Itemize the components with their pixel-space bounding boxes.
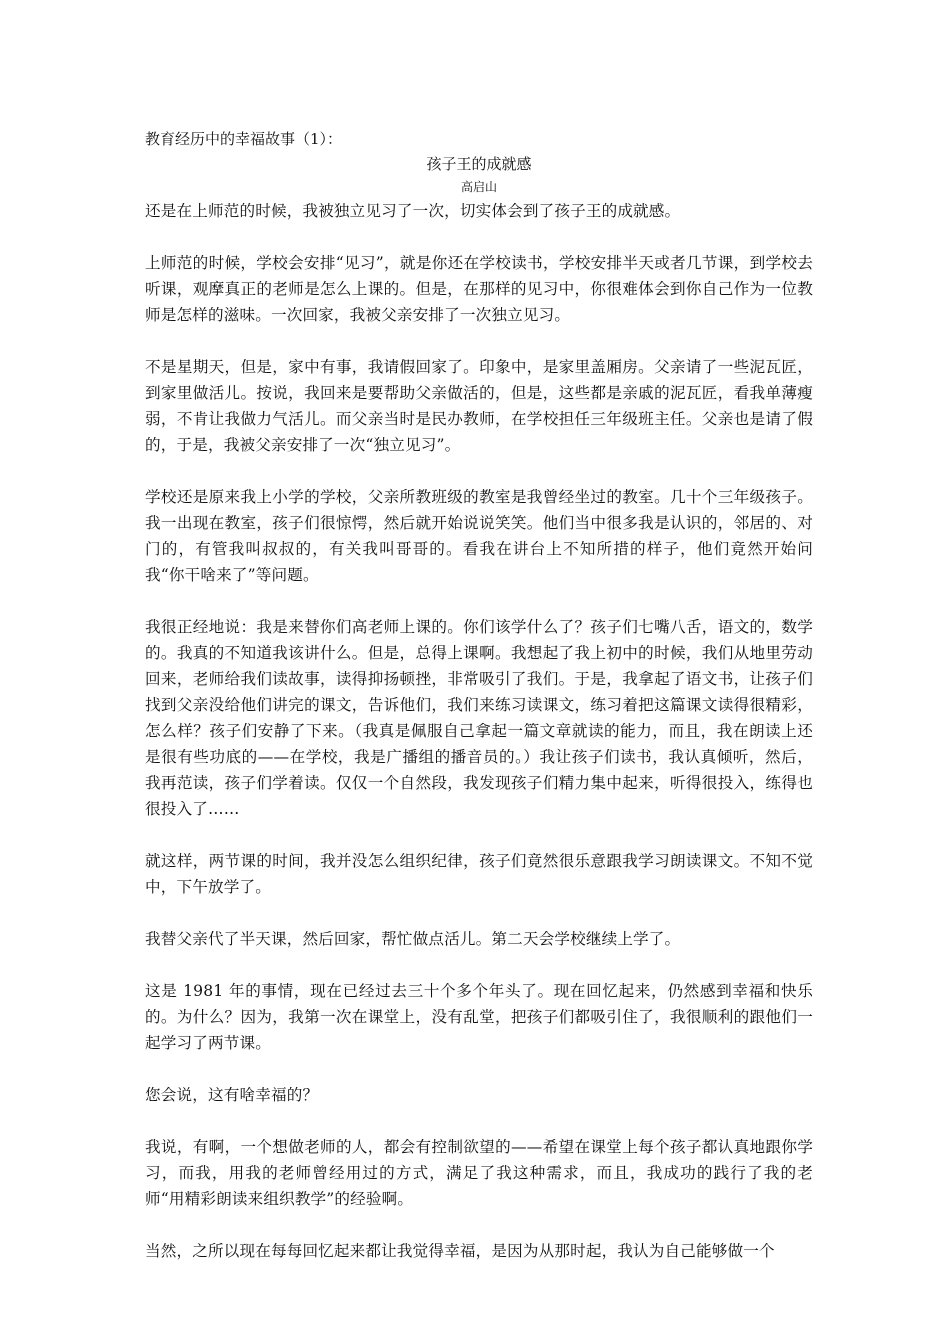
author-name: 高启山 (460, 180, 497, 194)
paragraph-11: 当然，之所以现在每每回忆起来都让我觉得幸福，是因为从那时起，我认为自己能够做一个 (145, 1242, 775, 1260)
paragraph-7: 我替父亲代了半天课，然后回家，帮忙做点活儿。第二天会学校继续上学了。 (145, 930, 681, 948)
article-title: 孩子王的成就感 (426, 155, 532, 173)
paragraph-2: 上师范的时候，学校会安排“见习”，就是你还在学校读书，学校安排半天或者几节课，到学校去听课，观摩真正的老师是怎么上课的。但是，在那样的见习中，你很难体会到你自己作为一位教师是怎样的滋味。一次回家，我被父亲安排了一次独立见习。 (145, 254, 813, 324)
paragraph-8: 这是 1981 年的事情，现在已经过去三十个多个年头了。现在回忆起来，仍然感到幸福和快乐的。为什么？因为，我第一次在课堂上，没有乱堂，把孩子们都吸引住了，我很顺利的跟他们一起学习了两节课。 (145, 982, 813, 1052)
paragraph-10: 我说，有啊，一个想做老师的人，都会有控制欲望的——希望在课堂上每个孩子都认真地跟你学习，而我，用我的老师曾经用过的方式，满足了我这种需求，而且，我成功的践行了我的老师“用精彩朗读来组织教学”的经验啊。 (145, 1138, 813, 1208)
paragraph-9: 您会说，这有啥幸福的？ (145, 1086, 319, 1104)
paragraph-5: 我很正经地说：我是来替你们高老师上课的。你们该学什么了？孩子们七嘴八舌，语文的，数学的。我真的不知道我该讲什么。但是，总得上课啊。我想起了我上初中的时候，我们从地里劳动回来，老师给我们读故事，读得抑扬顿挫，非常吸引了我们。于是，我拿起了语文书，让孩子们找到父亲没给他们讲完的课文，告诉他们，我们来练习读课文，练习着把这篇课文读得很精彩，怎么样？孩子们安静了下来。（我真是佩服自己拿起一篇文章就读的能力，而且，我在朗读上还是很有些功底的——在学校，我是广播组的播音员的。）我让孩子们读书，我认真倾听，然后，我再范读，孩子们学着读。仅仅一个自然段，我发现孩子们精力集中起来，听得很投入，练得也很投入了…… (145, 618, 813, 818)
document-page (145, 126, 813, 1290)
paragraph-1: 还是在上师范的时候，我被独立见习了一次，切实体会到了孩子王的成就感。 (145, 202, 681, 220)
paragraph-3: 不是星期天，但是，家中有事，我请假回家了。印象中，是家里盖厢房。父亲请了一些泥瓦匠，到家里做活儿。按说，我回来是要帮助父亲做活的，但是，这些都是亲戚的泥瓦匠，看我单薄瘦弱，不肯让我做力气活儿。而父亲当时是民办教师，在学校担任三年级班主任。父亲也是请了假的，于是，我被父亲安排了一次“独立见习”。 (145, 358, 813, 454)
paragraph-4: 学校还是原来我上小学的学校，父亲所教班级的教室是我曾经坐过的教室。几十个三年级孩子。我一出现在教室，孩子们很惊愕，然后就开始说说笑笑。他们当中很多我是认识的，邻居的、对门的，有管我叫叔叔的，有关我叫哥哥的。看我在讲台上不知所措的样子，他们竟然开始问我“你干啥来了”等问题。 (145, 488, 813, 584)
paragraph-6: 就这样，两节课的时间，我并没怎么组织纪律，孩子们竟然很乐意跟我学习朗读课文。不知不觉中，下午放学了。 (145, 852, 813, 896)
series-title: 教育经历中的幸福故事（1）： (145, 130, 343, 148)
